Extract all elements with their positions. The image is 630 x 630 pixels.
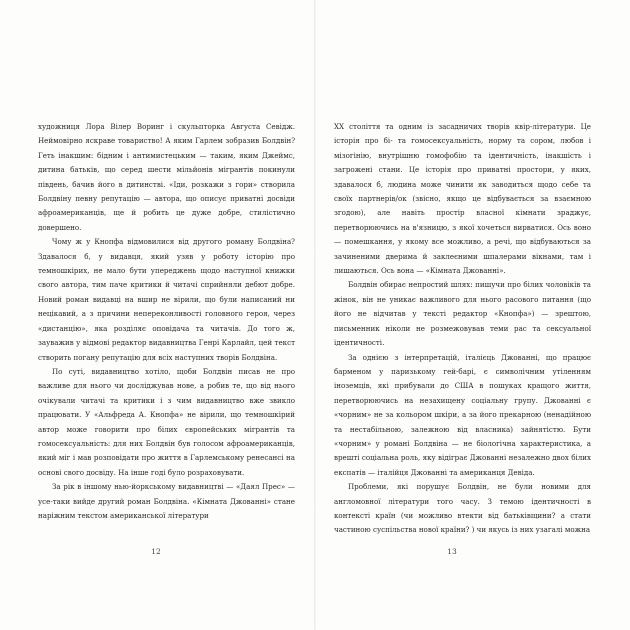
left-paragraph-2: Чому ж у Кнопфа відмовилися від другого роману Болдвіна? Здавалося б, у видавця, який узяв у роботу історію про темношкірих, не мало бути упереджень щодо наступної книжки свого автора, тим паче критики й читачі сприйняли дебют добре. Новий роман видавці на вшир не вірили, що були написаний ни нецікавий, а з причини непереконливості головного героя, через «дистанцію», яка розділяє оповідача та читачів. До того ж, зауважив у відмові редактор видавництва Генрі Карлайл, цей текст створить погану репутацію для всіх наступних творів Болдвіна. (38, 237, 295, 362)
right-paragraph-1: XX століття та одним із засадничих творів квір-літератури. Це історія про бі- та гомосексуальність, норму та сором, любов і мізогінію, внутрішню гомофобію та ідентичність, інакшість і загрожені стани. Це історія про приватні простори, у яких, здавалося б, людина може чинити як заводиться щодо себе та своїх партнерів/ок (звісно, якщо це відбувається за взаємною згодою), але навіть простір власної кімнати зраджує, перетворюючись на в'язницю, з якої хочеться вирватися. Ось воно — помешкання, у якому все можливо, а речі, що відбуваються за зачиненими дверима й заклеєними шпалерами вікнами, там і лишаються. Ось вона — «Кімната Джованні». (334, 122, 591, 276)
right-paragraph-3: За однією з інтерпретацій, італієць Джованні, що працює барменом у паризькому гей-барі, є символічним утіленням іноземців, які прибували до США в пошуках кращого життя, перетворюючись на незахищену соціальну групу. Джованні є «чорним» не за кольором шкіри, а за його прекарною (ненадійною та нестабільною, залежною від власника) зайнятістю. Бути «чорним» у романі Болдвіна — не біологічна характеристика, а врешті соціальна роль, яку відіграє Джованні незалежно двох білих експатів — італійця Джованні та американця Девіда. (334, 352, 591, 477)
left-paragraph-1: художниця Лора Вілер Воринг і скульпторка Августа Севідж. Неймовірно яскраве товариство! А яким Гарлем зобразив Болдвін? Геть інакшим: бідним і антимистецьким — таким, яким Джеймс, дитина батьків, що серед шести мільйонів мігрантів покинули південь, бачив його в дитинстві. «Іди, розкажи з гори» створила Болдвіну певну репутацію — автора, що описує приватні досвіди афроамериканців, ще й робить це дуже добре, стилістично довершено. (38, 122, 295, 232)
book-gutter (314, 0, 316, 630)
right-page-number: 13 (447, 547, 457, 556)
left-page-number: 12 (151, 547, 161, 556)
right-paragraph-2: Болдвін обирає непростий шлях: пишучи про білих чоловіків та жінок, він не уникає важливого для нього расового питання (що його не відчитав у тексті редактор «Кнопфа») — зрештою, письменник ніколи не розмежовував теми рас та сексуальної ідентичності. (334, 280, 591, 348)
left-page (38, 120, 295, 523)
left-paragraph-3: По суті, видавництво хотіло, щоби Болдвін писав не про важливе для нього чи досліджував нове, а робив те, що від нього очікували читачі та критики і з чим видавництво вже звикло працювати. У «Альфреда А. Кнопфа» не вірили, що темношкірий автор може говорити про білих європейських мігрантів та гомосексуальність: для них Болдвін був голосом афроамериканців, який міг і мав розповідати про життя в Гарлемському ренесансі на основі свого досвіду. На інше годі було розраховувати. (38, 366, 295, 477)
right-paragraph-4: Проблеми, які порушує Болдвін, не були новими для англомовної літератури того часу. З темою ідентичності в контексті країн (чи можливо втекти від батьківщини? а стати частиною суспільства нової країни? ) чи якусь із них узагалі можна (334, 482, 591, 535)
right-page (334, 120, 591, 538)
left-paragraph-4: За рік в іншому нью-йоркському видавництві — «Даял Прес» — усе-таки вийде другий роман Болдвіна. «Кімната Джованні» стане наріжним текстом американської літератури (38, 482, 295, 520)
